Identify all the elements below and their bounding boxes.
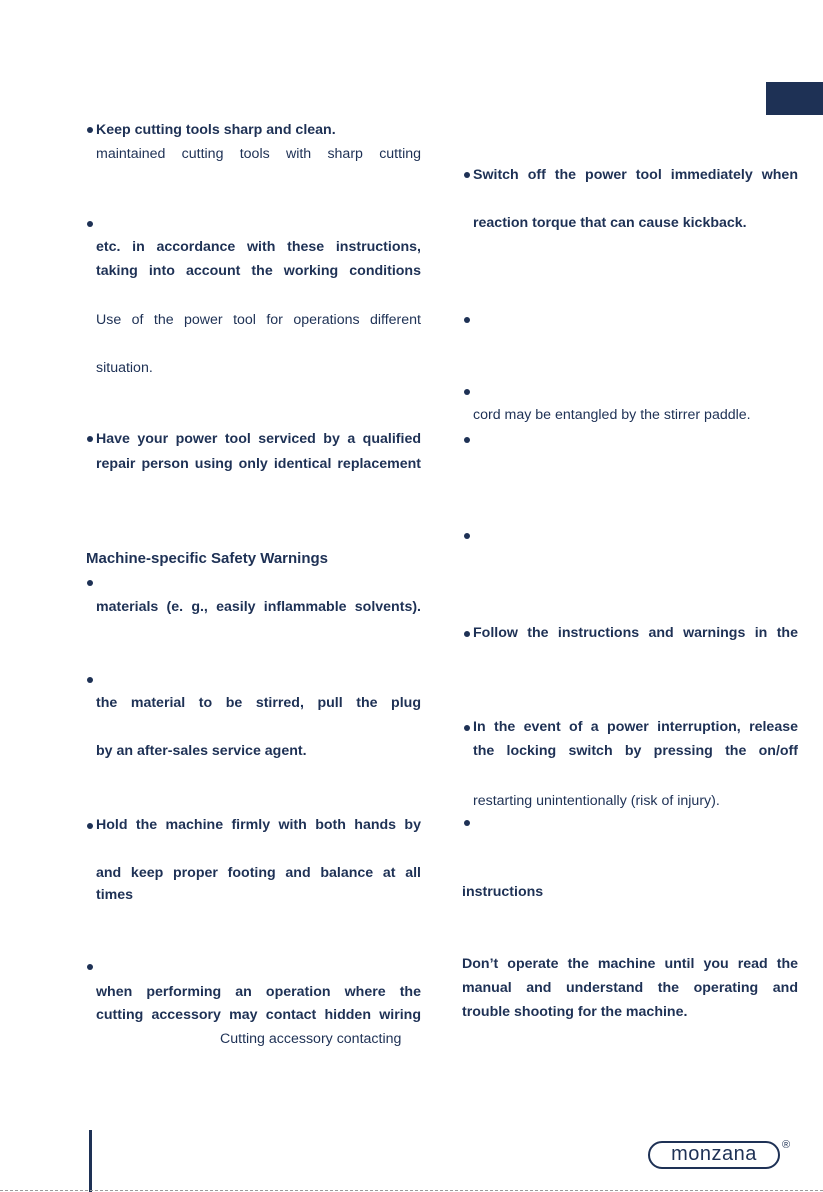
right-line-13: instructions: [462, 884, 544, 900]
left-line-13: the material to be stirred, pull the plug: [96, 695, 421, 711]
left-line-16: and keep proper footing and balance at all: [96, 865, 421, 881]
bullet-icon: [464, 437, 470, 443]
left-line-15: Hold the machine firmly with both hands by: [96, 817, 421, 833]
left-line-11: materials (e. g., easily inflammable solvents).: [96, 599, 421, 615]
right-line-9: In the event of a power interruption, release: [473, 719, 798, 735]
right-line-11: restarting unintentionally (risk of injury).: [473, 793, 720, 809]
bullet-icon: [87, 580, 93, 586]
left-line-2: maintained cutting tools with sharp cutting: [96, 146, 421, 162]
left-line-8: Have your power tool serviced by a qualified: [96, 431, 421, 447]
left-line-19: when performing an operation where the: [96, 984, 421, 1000]
right-line-15: manual and understand the operating and: [462, 980, 798, 996]
logo-text: monzana: [671, 1143, 757, 1165]
bullet-icon: [464, 172, 470, 178]
bullet-icon: [464, 725, 470, 731]
left-line-7: situation.: [96, 360, 153, 376]
registered-mark: ®: [782, 1139, 791, 1151]
right-line-1: Switch off the power tool immediately when: [473, 167, 798, 183]
right-line-8: Follow the instructions and warnings in the: [473, 625, 798, 641]
left-line-14: by an after-sales service agent.: [96, 743, 307, 759]
right-line-5: cord may be entangled by the stirrer paddle.: [473, 407, 751, 423]
page-cut-line: [0, 1190, 823, 1191]
bullet-icon: [87, 964, 93, 970]
right-line-10: the locking switch by pressing the on/off: [473, 743, 798, 759]
bullet-icon: [87, 823, 93, 829]
language-tab: [766, 82, 823, 115]
left-line-4: etc. in accordance with these instructions,: [96, 239, 421, 255]
right-line-16: trouble shooting for the machine.: [462, 1004, 688, 1020]
bullet-icon: [464, 820, 470, 826]
left-line-9: repair person using only identical replacement: [96, 456, 421, 472]
right-line-14: Don’t operate the machine until you read the: [462, 956, 798, 972]
bullet-icon: [87, 221, 93, 227]
left-line-6: Use of the power tool for operations different: [96, 312, 421, 328]
footer-rule: [89, 1130, 92, 1192]
bullet-icon: [464, 389, 470, 395]
left-line-17: times: [96, 887, 134, 903]
brand-logo: [648, 1139, 794, 1171]
left-line-20: cutting accessory may contact hidden wiring: [96, 1007, 421, 1023]
bullet-icon: [87, 436, 93, 442]
left-line-5: taking into account the working conditions: [96, 263, 421, 279]
left-line-1: Keep cutting tools sharp and clean.: [96, 122, 336, 138]
bullet-icon: [464, 317, 470, 323]
bullet-icon: [464, 631, 470, 637]
bullet-icon: [87, 127, 93, 133]
left-line-21: Cutting accessory contacting: [220, 1031, 402, 1047]
bullet-icon: [87, 677, 93, 683]
right-line-2: reaction torque that can cause kickback.: [473, 215, 747, 231]
bullet-icon: [464, 533, 470, 539]
section-heading: Machine-specific Safety Warnings: [86, 550, 329, 567]
